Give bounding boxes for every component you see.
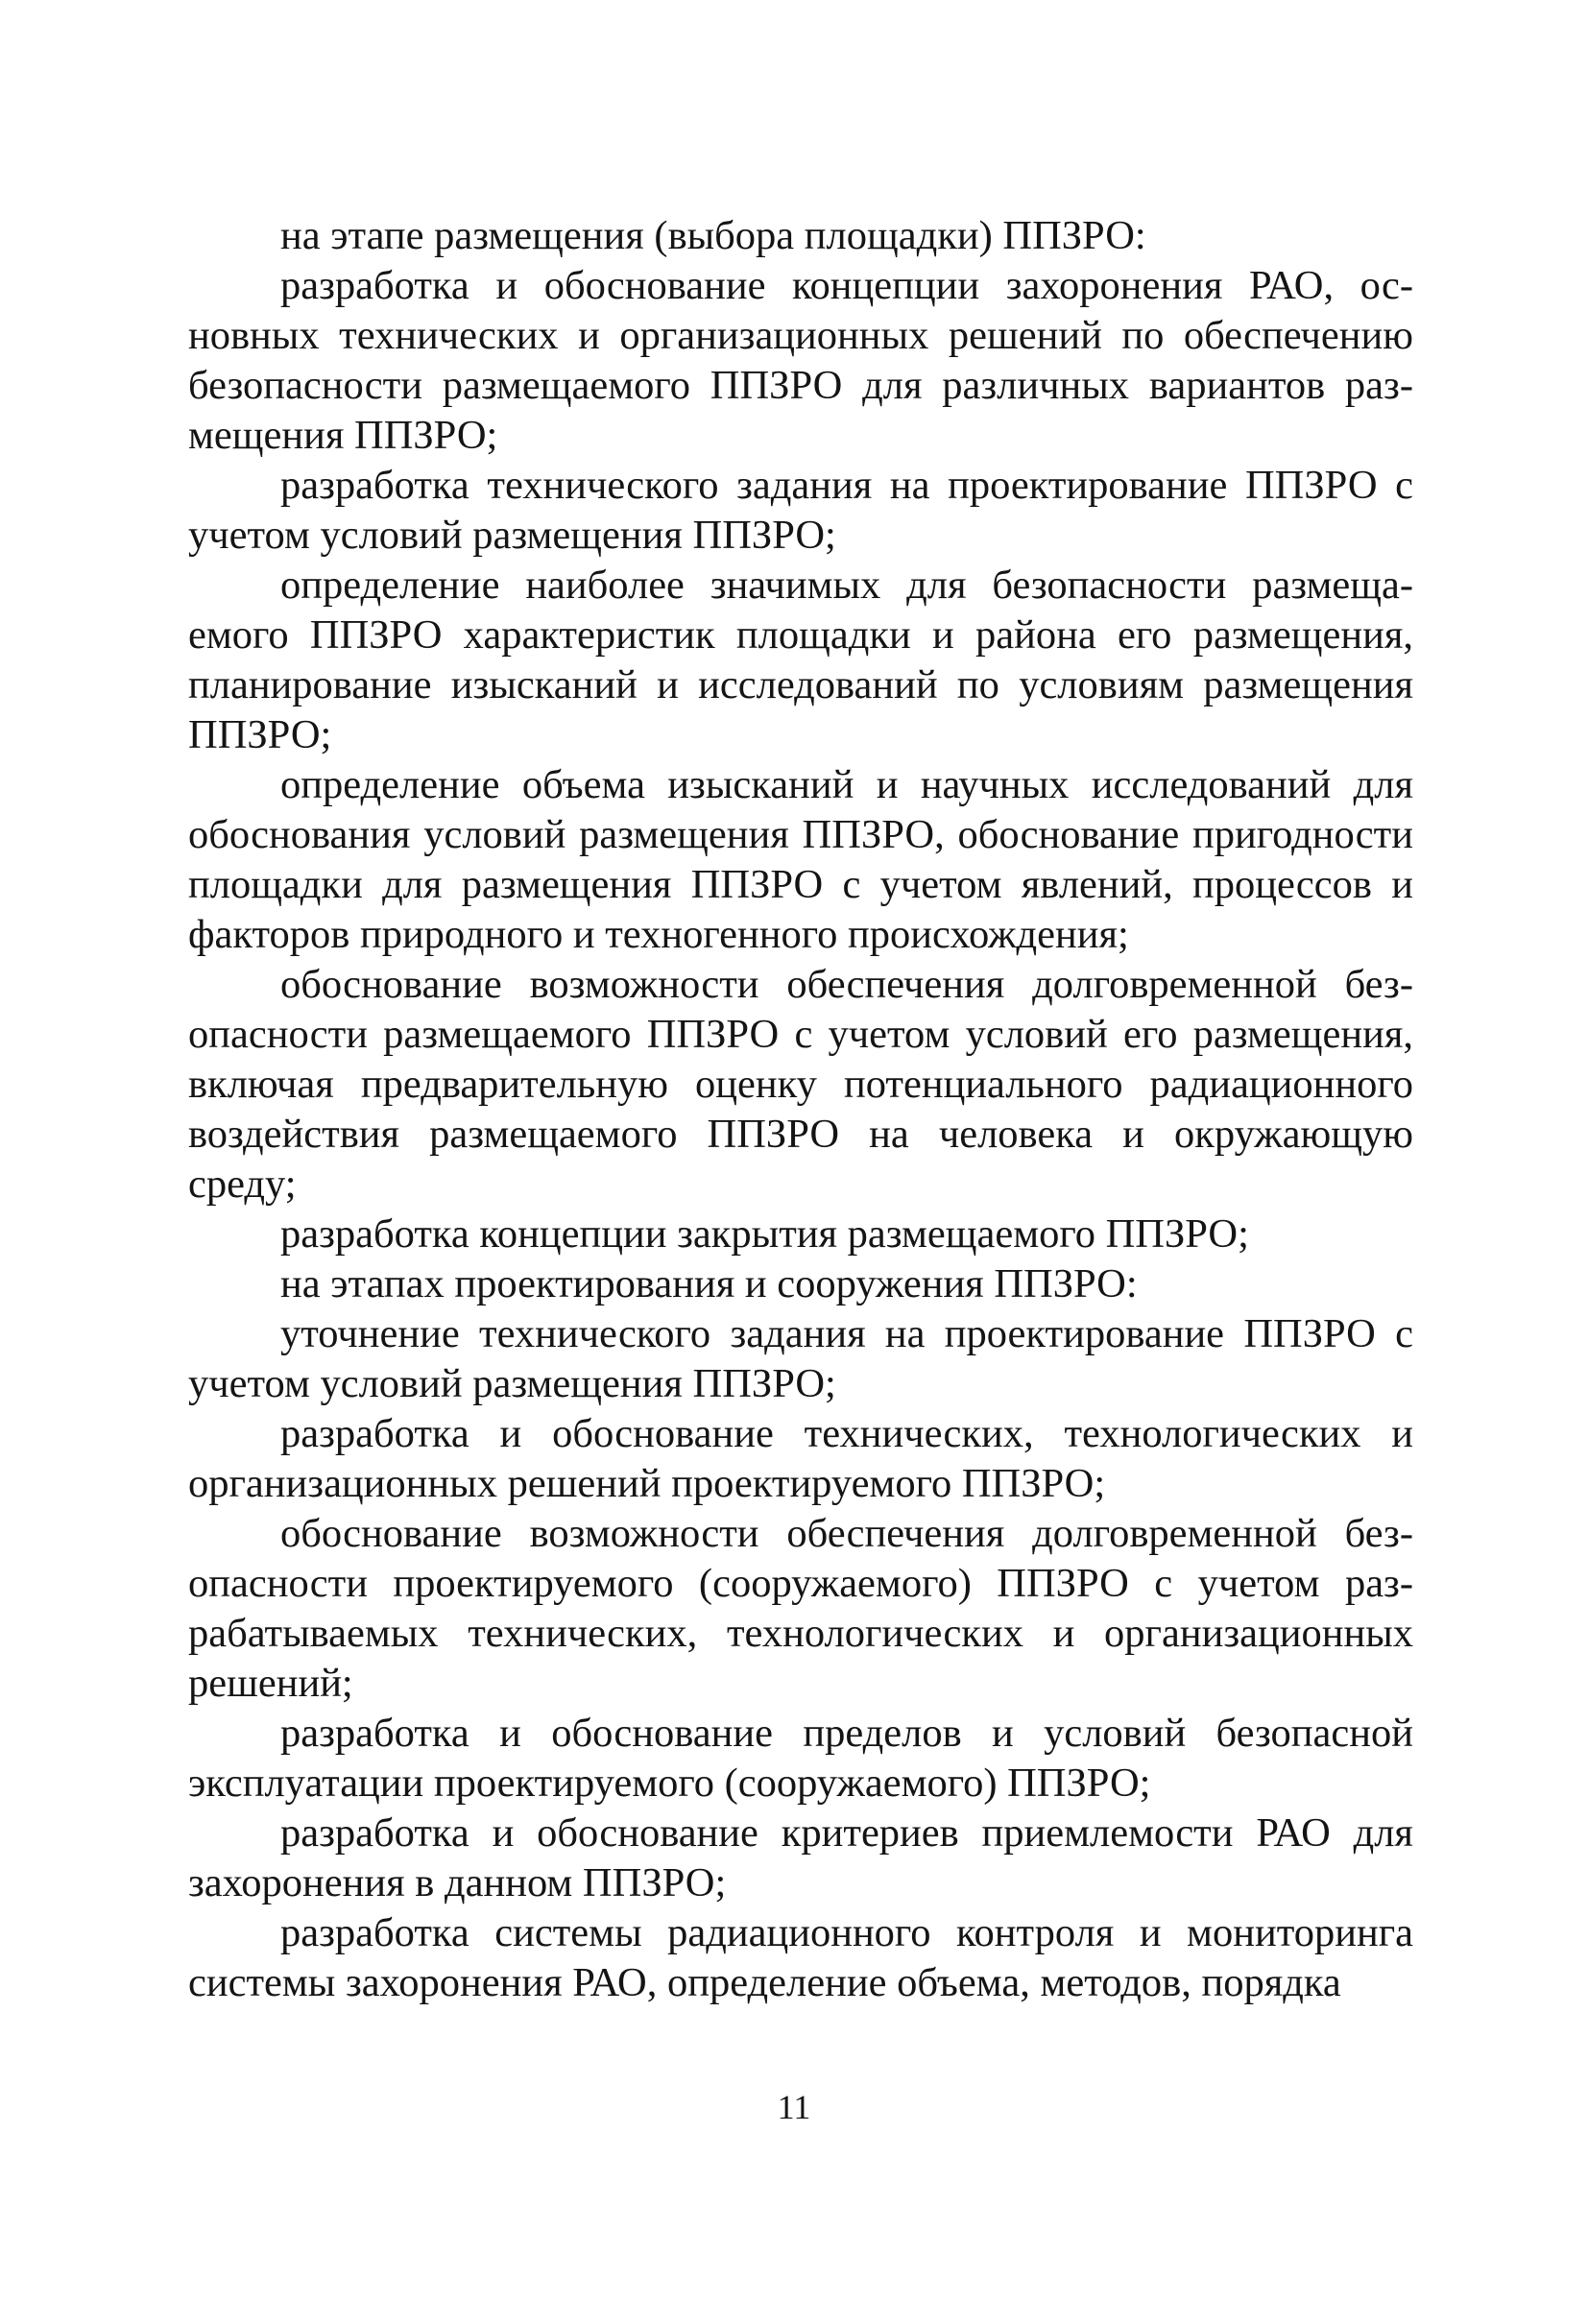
paragraph-technical-assignment: разработка технического задания на проектирование ППЗРО с учетом условий размещения ППЗРО; (188, 463, 1413, 558)
page-number: 11 (777, 2088, 811, 2126)
paragraph-placement-stage: на этапе размещения (выбора площадки) ППЗРО: (280, 213, 1146, 258)
paragraph-survey-scope: определение объема изысканий и научных исследований для обоснования условий размещения ППЗРО, обоснование пригодности площадки для размещения ППЗРО с учетом явлений, процессов и факторов природного и техногенного происхождения; (188, 762, 1413, 957)
paragraph-operation-limits: разработка и обоснование пределов и условий безопасной эксплуатации проектируемого (сооружаемого) ППЗРО; (188, 1711, 1413, 1806)
paragraph-site-characteristics: определение наиболее значимых для безопасности размещаемого ППЗРО характеристик площадки и района его размещения, планирование изысканий и исследований по условиям размещения ППЗРО; (188, 563, 1413, 757)
paragraph-design-stage: на этапах проектирования и сооружения ППЗРО: (280, 1261, 1138, 1306)
paragraph-technical-solutions: разработка и обоснование технических, технологических и организационных решений проектируемого ППЗРО; (188, 1411, 1413, 1506)
paragraph-acceptance-criteria: разработка и обоснование критериев приемлемости РАО для захоронения в данном ППЗРО; (188, 1810, 1413, 1905)
paragraph-design-safety: обоснование возможности обеспечения долговременной безопасности проектируемого (сооружаемого) ППЗРО с учетом разрабатываемых технических, технологических и организационных решений; (188, 1511, 1413, 1706)
body-text (188, 211, 1413, 2008)
paragraph-assignment-refinement: уточнение технического задания на проектирование ППЗРО с учетом условий размещения ППЗРО; (188, 1311, 1413, 1406)
paragraph-closure-concept: разработка концепции закрытия размещаемого ППЗРО; (280, 1211, 1249, 1257)
paragraph-long-term-safety: обоснование возможности обеспечения долговременной безопасности размещаемого ППЗРО с учетом условий его размещения, включая предварительную оценку потенциального радиационного воздействия размещаемого ППЗРО на человека и окружающую среду; (188, 962, 1413, 1207)
paragraph-monitoring-system: разработка системы радиационного контроля и мониторинга системы захоронения РАО, определение объема, методов, порядка (188, 1910, 1413, 2005)
paragraph-disposal-concept: разработка и обоснование концепции захоронения РАО, основных технических и организационных решений по обеспечению безопасности размещаемого ППЗРО для различных вариантов размещения ППЗРО; (188, 263, 1413, 458)
